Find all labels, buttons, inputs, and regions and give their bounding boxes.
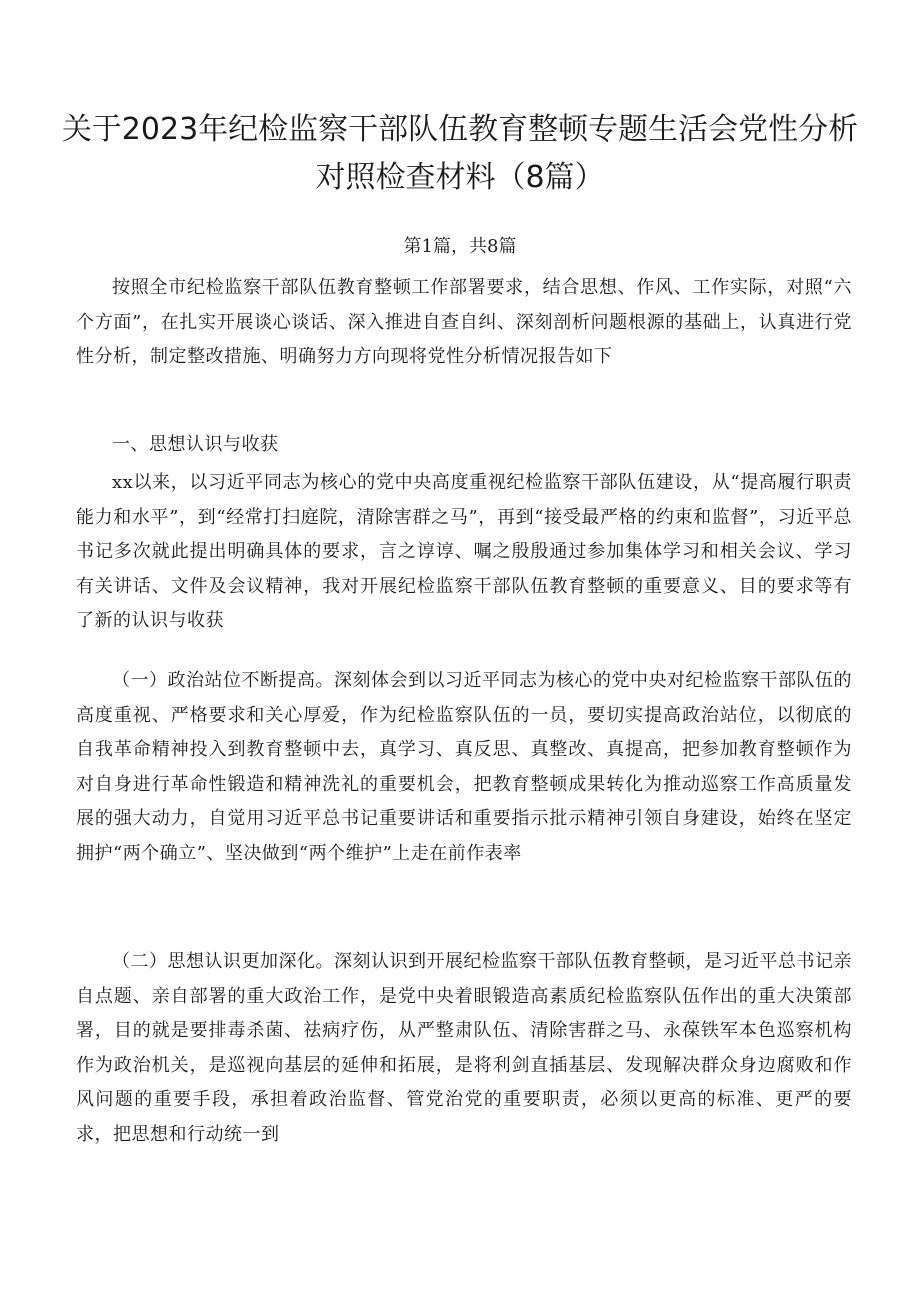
paragraph-ideological-understanding: （二）思想认识更加深化。深刻认识到开展纪检监察干部队伍教育整顿，是习近平总书记亲自点题、亲自部署的重大政治工作，是党中央着眼锻造高素质纪检监察队伍作出的重大决策部署，目的就是要排毒杀菌、祛病疗伤，从严整肃队伍、清除害群之马、永葆铁军本色巡察机构作为政治机关，是巡视向基层的延伸和拓展，是将利剑直插基层、发现解决群众身边腐败和作风问题的重要手段，承担着政治监督、管党治党的重要职责，必须以更高的标准、更严的要求，把思想和行动统一到 <box>76 951 852 1145</box>
document-title: 关于2023年纪检监察干部队伍教育整顿专题生活会党性分析对照检查材料（8篇） <box>61 112 859 195</box>
document-subtitle: 第1篇，共8篇 <box>403 236 517 257</box>
section-heading-1: 一、思想认识与收获 <box>112 434 279 455</box>
paragraph-intro: 按照全市纪检监察干部队伍教育整顿工作部署要求，结合思想、作风、工作实际，对照“六个方面”，在扎实开展谈心谈话、深入推进自查自纠、深刻剖析问题根源的基础上，认真进行党性分析，制定整改措施、明确努力方向现将党性分析情况报告如下 <box>76 277 852 367</box>
paragraph-section-1: xx以来，以习近平同志为核心的党中央高度重视纪检监察干部队伍建设，从“提高履行职责能力和水平”，到“经常打扫庭院，清除害群之马”，再到“接受最严格的约束和监督”，习近平总书记多次就此提出明确具体的要求，言之谆谆、嘱之殷殷通过参加集体学习和相关会议、学习有关讲话、文件及会议精神，我对开展纪检监察干部队伍教育整顿的重要意义、目的要求等有了新的认识与收获 <box>76 472 852 631</box>
paragraph-political-stance: （一）政治站位不断提高。深刻体会到以习近平同志为核心的党中央对纪检监察干部队伍的高度重视、严格要求和关心厚爱，作为纪检监察队伍的一员，要切实提高政治站位，以彻底的自我革命精神投入到教育整顿中去，真学习、真反思、真整改、真提高，把参加教育整顿作为对自身进行革命性锻造和精神洗礼的重要机会，把教育整顿成果转化为推动巡察工作高质量发展的强大动力，自觉用习近平总书记重要讲话和重要指示批示精神引领自身建设，始终在坚定拥护“两个确立”、坚决做到“两个维护”上走在前作表率 <box>76 670 852 864</box>
